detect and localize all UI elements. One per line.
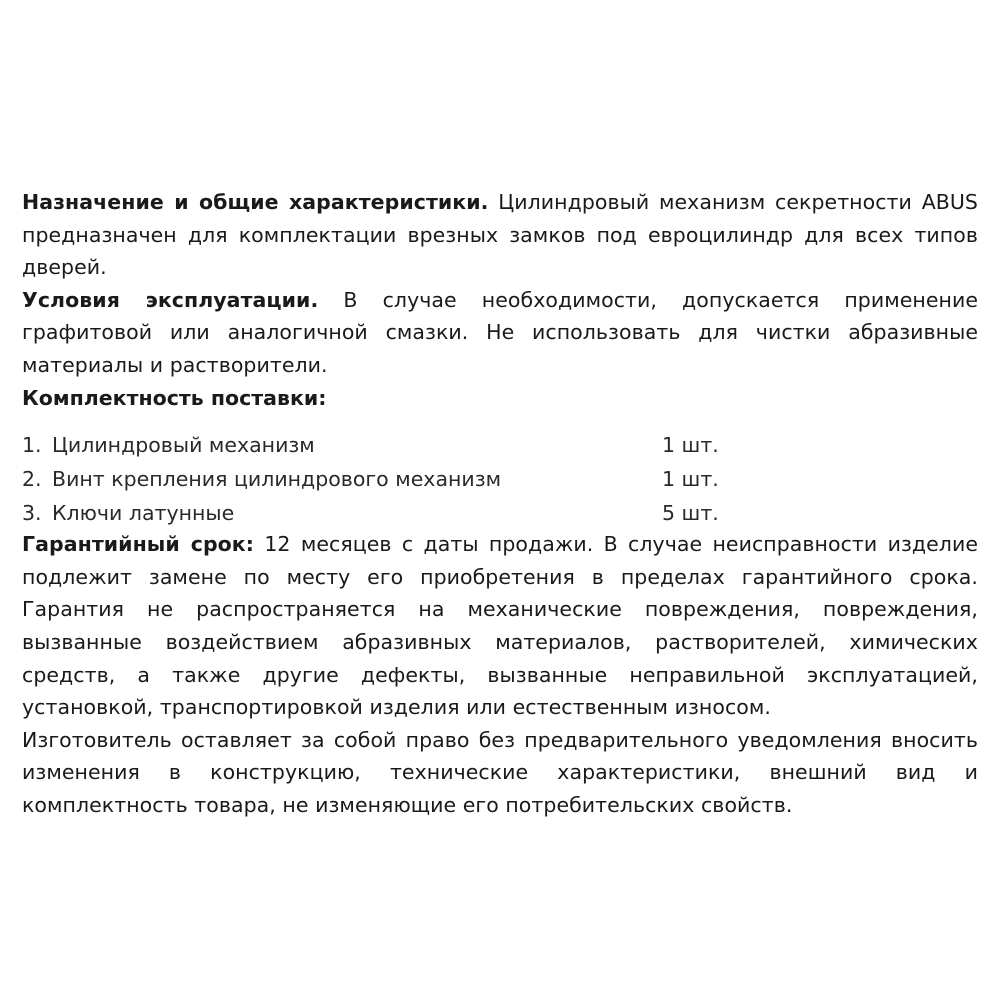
list-item-name: Цилиндровый механизм: [52, 433, 315, 458]
operating-conditions-paragraph: [22, 284, 978, 382]
list-item-name: Ключи латунные: [52, 501, 235, 526]
list-item-quantity: 1 шт.: [662, 467, 719, 492]
purpose-text: Цилиндровый механизм секретности ABUS предназначен для комплектации врезных замков под евроцилиндр для всех типов дверей.: [22, 190, 978, 280]
manufacturer-note-paragraph: [22, 724, 978, 822]
list-item-quantity: 5 шт.: [662, 501, 719, 526]
package-contents-list: [22, 428, 978, 530]
purpose-heading: Назначение и общие характеристики.: [22, 190, 489, 214]
warranty-paragraph: [22, 528, 978, 724]
list-item-quantity: 1 шт.: [662, 433, 719, 458]
list-item: [22, 496, 978, 530]
list-item-number: 1.: [22, 433, 42, 458]
purpose-paragraph: [22, 186, 978, 284]
warranty-heading: Гарантийный срок:: [22, 532, 255, 557]
list-item: [22, 462, 978, 496]
list-item-name: Винт крепления цилиндрового механизм: [52, 467, 502, 492]
list-item-number: 3.: [22, 501, 42, 526]
list-item-number: 2.: [22, 467, 42, 492]
operating-conditions-heading: Условия эксплуатации.: [22, 287, 319, 312]
warranty-text: 12 месяцев с даты продажи. В случае неисправности изделие подлежит замене по месту его приобретения в пределах гарантийного срока. Гарантия не распространяется на механические повреждения, повреждения, вызванные воздействием абразивных материалов, растворителей, химических средств, а также другие дефекты, вызванные неправильной эксплуатацией, установкой, транспортировкой изделия или естественным износом.: [22, 532, 978, 720]
package-contents-heading: Комплектность поставки:: [22, 385, 327, 410]
list-item: [22, 428, 978, 462]
instruction-document: [22, 186, 978, 822]
operating-conditions-text: В случае необходимости, допускается применение графитовой или аналогичной смазки. Не использовать для чистки абразивные материалы и растворители.: [22, 287, 978, 377]
manufacturer-note-text: Изготовитель оставляет за собой право без предварительного уведомления вносить изменения в конструкцию, технические характеристики, внешний вид и комплектность товара, не изменяющие его потребительских свойств.: [22, 727, 978, 817]
